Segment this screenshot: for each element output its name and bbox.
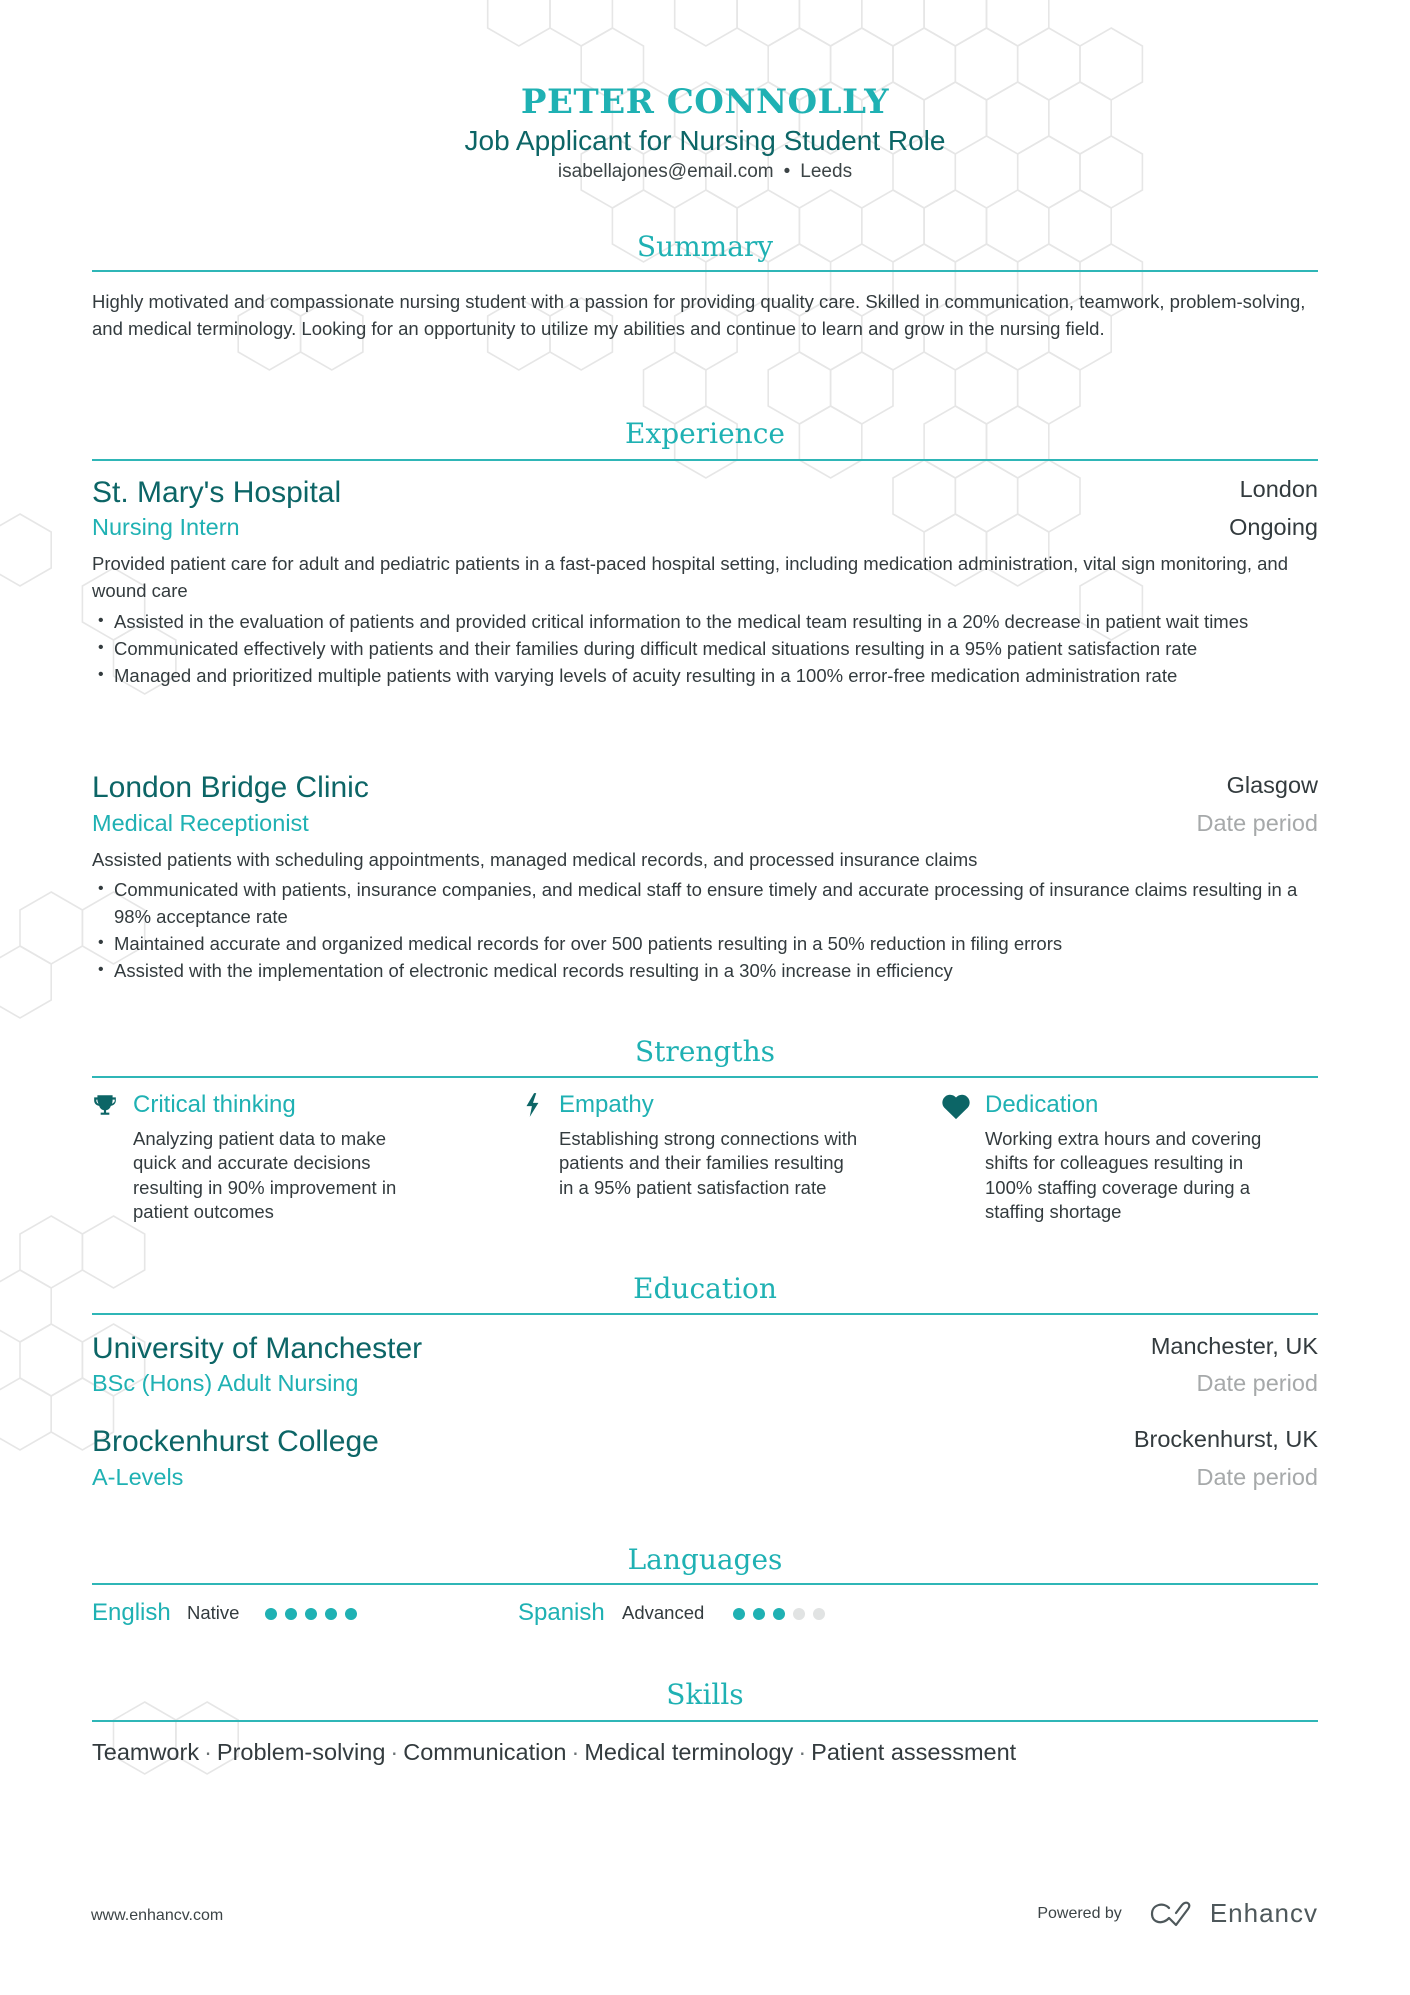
heart-icon — [941, 1092, 971, 1120]
rating-dot-empty — [793, 1608, 805, 1620]
rating-dot-filled — [325, 1608, 337, 1620]
hexagon-shape — [644, 352, 706, 424]
section-divider — [92, 1720, 1318, 1722]
hexagon-shape — [20, 892, 82, 964]
section-title-strengths: Strengths — [635, 1035, 775, 1068]
job-achievements — [92, 608, 1318, 689]
strength-title: Dedication — [985, 1091, 1099, 1118]
hexagon-shape — [862, 0, 924, 46]
rating-dot-filled — [285, 1608, 297, 1620]
rating-dot-filled — [773, 1608, 785, 1620]
skill-item: Medical terminology — [584, 1739, 794, 1765]
language-rating — [265, 1599, 357, 1629]
degree: BSc (Hons) Adult Nursing — [92, 1370, 359, 1396]
strength-description: Establishing strong connections with patients and their families resulting in a 95% patient satisfaction rate — [559, 1128, 858, 1198]
skill-item: Communication — [403, 1739, 567, 1765]
section-title-languages: Languages — [627, 1543, 783, 1576]
school-name: University of Manchester — [92, 1332, 423, 1365]
hexagon-shape — [0, 1378, 51, 1450]
rating-dot-filled — [345, 1608, 357, 1620]
rating-dot-filled — [305, 1608, 317, 1620]
strength-description: Working extra hours and covering shifts for colleagues resulting in 100% staffing coverage during a staffing shortage — [985, 1128, 1262, 1222]
degree: A-Levels — [92, 1464, 184, 1490]
skills-list — [92, 1737, 1318, 1767]
hexagon-shape — [488, 0, 550, 46]
enhancv-brand-name[interactable]: Enhancv — [1209, 1898, 1318, 1928]
powered-by-label: Powered by — [1037, 1904, 1122, 1922]
school-location: Manchester, UK — [1150, 1333, 1318, 1359]
achievement-bullet: • Communicated effectively with patients and their families during difficult medical situations resulting in a 95% patient satisfaction rate — [92, 635, 1318, 662]
strength-title: Empathy — [559, 1091, 654, 1118]
lightning-bolt-icon — [520, 1092, 546, 1118]
skill-separator: · — [390, 1739, 399, 1765]
hexagon-shape — [0, 1270, 51, 1342]
language-rating — [733, 1599, 825, 1629]
hexagon-shape — [955, 460, 1017, 532]
hexagon-shape — [675, 0, 737, 46]
language-name: English — [92, 1599, 171, 1626]
rating-dot-filled — [733, 1608, 745, 1620]
language-level: Advanced — [622, 1602, 705, 1623]
section-divider — [92, 1076, 1318, 1078]
contact-separator: • — [783, 161, 791, 182]
hexagon-shape — [0, 946, 51, 1018]
job-location: Glasgow — [1226, 772, 1318, 798]
hexagon-shape — [0, 514, 51, 586]
section-title-education: Education — [633, 1272, 777, 1305]
skill-item: Teamwork — [92, 1739, 200, 1765]
hexagon-shape — [831, 352, 893, 424]
strength-title: Critical thinking — [133, 1091, 296, 1118]
language-level: Native — [187, 1602, 240, 1623]
hexagon-shape — [799, 0, 861, 46]
rating-dot-filled — [753, 1608, 765, 1620]
school-name: Brockenhurst College — [92, 1425, 379, 1458]
company-name: St. Mary's Hospital — [92, 476, 342, 509]
achievement-bullet: • Assisted with the implementation of electronic medical records resulting in a 30% increase in efficiency — [92, 957, 1318, 984]
achievement-bullet: • Assisted in the evaluation of patients and provided critical information to the medical team resulting in a 20% decrease in patient wait times — [92, 608, 1318, 635]
footer-website-link[interactable]: www.enhancv.com — [91, 1907, 224, 1924]
strength-description: Analyzing patient data to make quick and accurate decisions resulting in 90% improvement in patient outcomes — [133, 1128, 397, 1222]
skill-separator: · — [798, 1739, 807, 1765]
job-date: Ongoing — [1229, 514, 1318, 540]
section-divider — [92, 459, 1318, 461]
job-achievements — [92, 876, 1318, 984]
summary-text: Highly motivated and compassionate nursing student with a passion for providing quality care. Skilled in communication, teamwork, problem-solving, and medical terminology. Looking for an opportunity to utilize my abilities and continue to learn and grow in the nursing field. — [92, 291, 1306, 339]
powered-by — [1037, 1898, 1318, 1929]
hexagon-shape — [737, 0, 799, 46]
rating-dot-filled — [265, 1608, 277, 1620]
hexagon-shape — [20, 1216, 82, 1288]
skill-item: Problem-solving — [216, 1739, 386, 1765]
education-date: Date period — [1196, 1370, 1318, 1396]
job-description: Assisted patients with scheduling appointments, managed medical records, and processed insurance claims — [92, 849, 978, 870]
hexagon-shape — [924, 0, 986, 46]
hexagon-shape — [955, 352, 1017, 424]
section-title-skills: Skills — [666, 1678, 744, 1711]
job-description: Provided patient care for adult and pediatric patients in a fast-paced hospital setting, including medication administration, vital sign monitoring, and wound care — [92, 553, 1288, 601]
hexagon-shape — [1018, 352, 1080, 424]
school-location: Brockenhurst, UK — [1133, 1426, 1318, 1452]
section-title-experience: Experience — [625, 417, 785, 450]
enhancv-logo-icon — [1148, 1901, 1198, 1927]
contact-info — [92, 160, 1318, 184]
section-divider — [92, 270, 1318, 272]
company-name: London Bridge Clinic — [92, 771, 369, 804]
hexagon-shape — [550, 0, 612, 46]
hexagon-shape — [893, 460, 955, 532]
job-role: Medical Receptionist — [92, 810, 309, 836]
skill-item: Patient assessment — [811, 1739, 1017, 1765]
hexagon-shape — [768, 352, 830, 424]
achievement-bullet: • Managed and prioritized multiple patients with varying levels of acuity resulting in a 100% error-free medication administration rate — [92, 662, 1318, 689]
language-name: Spanish — [518, 1599, 605, 1626]
education-date: Date period — [1196, 1464, 1318, 1490]
candidate-title: Job Applicant for Nursing Student Role — [464, 125, 946, 156]
hexagon-shape — [987, 0, 1049, 46]
skill-separator: · — [204, 1739, 212, 1765]
achievement-bullet: • Communicated with patients, insurance companies, and medical staff to ensure timely and accurate processing of insurance claims resulting in a 98% acceptance rate — [92, 876, 1318, 930]
hexagon-shape — [1018, 460, 1080, 532]
section-divider — [92, 1583, 1318, 1585]
trophy-icon — [92, 1092, 118, 1118]
candidate-name: PETER CONNOLLY — [520, 82, 890, 122]
section-divider — [92, 1313, 1318, 1315]
achievement-bullet: • Maintained accurate and organized medical records for over 500 patients resulting in a 50% reduction in filing errors — [92, 930, 1318, 957]
location-text: Leeds — [800, 161, 853, 182]
email-link[interactable]: isabellajones@email.com — [557, 161, 774, 182]
job-role: Nursing Intern — [92, 514, 240, 540]
section-title-summary: Summary — [636, 230, 774, 263]
job-location: London — [1239, 476, 1318, 502]
job-date: Date period — [1196, 810, 1318, 836]
rating-dot-empty — [813, 1608, 825, 1620]
hexagon-shape — [20, 1324, 82, 1396]
skill-separator: · — [571, 1739, 580, 1765]
